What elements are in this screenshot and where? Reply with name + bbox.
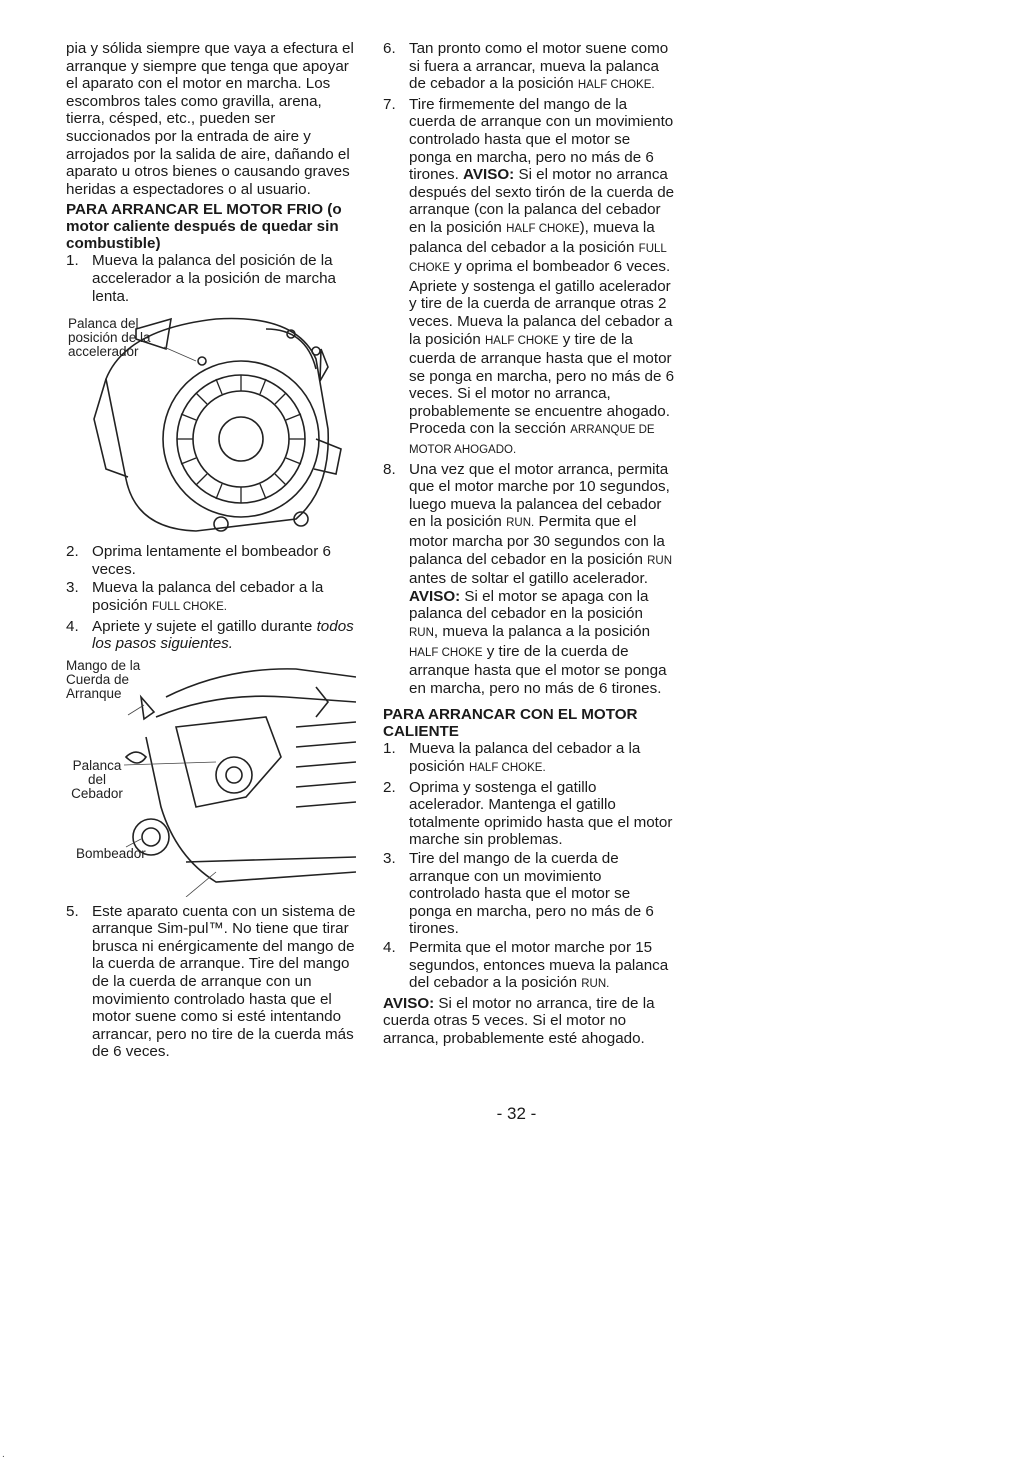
step-number: 8. — [383, 460, 396, 478]
step-text: , mueva la palanca a la posición — [433, 623, 651, 640]
step-number: 7. — [383, 95, 396, 113]
step-number: 2. — [66, 543, 79, 561]
step-text: Oprima y sostenga el gatillo acelerador. Mantenga el gatillo totalmente oprimido hasta que el motor marche sin problemas. — [409, 778, 673, 849]
step-number: 1. — [66, 252, 79, 270]
step-text: Si el motor no arranca después del sexto tirón de la cuerda de arranque (con la palanca del cebador en la posición — [409, 166, 675, 236]
list-item — [383, 939, 675, 994]
list-item — [66, 618, 356, 653]
step-text: antes de soltar el gatillo acelerador. — [409, 570, 648, 588]
step-number: 3. — [66, 579, 79, 597]
throttle-lever-figure — [66, 309, 356, 537]
step-text: Este aparato cuenta con un sistema de arranque Sim-pul™. No tiene que tirar brusca ni enérgicamente del mango de la cuerda de arranque. Tire del mango de la cuerda de arranque con un movimiento controlado hasta que el motor suene como si esté intentando arrancar, pero no tire de la cuerda más de 6 veces. — [92, 902, 356, 1061]
cold-start-steps-continued — [66, 543, 356, 653]
choke-position-label: HALF CHOKE — [409, 646, 483, 659]
step-text: ), mueva la palanca del cebador a la posición — [409, 218, 655, 256]
choke-position-label: FULL CHOKE. — [151, 600, 227, 613]
cold-start-steps — [66, 252, 356, 305]
choke-position-label: RUN. — [581, 978, 610, 991]
step-text: Tire firmemente del mango de la cuerda de arranque con un movimiento controlado hasta que el motor se ponga en marcha, pero no más de 6 tirones. — [409, 95, 674, 184]
cold-start-steps-final — [66, 903, 356, 1061]
step-text: Oprima lentamente el bombeador 6 veces. — [92, 543, 331, 578]
step-text: y oprima el bombeador 6 veces. Apriete y sostenga el gatillo acelerador y tire de la cuerda de arranque otras 2 veces. Mueva la palanca del cebador a la posición — [409, 258, 673, 348]
choke-lever-label: Palanca del Cebador — [71, 757, 123, 801]
choke-position-label: FULL CHOKE — [409, 242, 667, 275]
right-column — [383, 40, 675, 1047]
throttle-lever-label: Palanca del posición de la accelerador — [68, 316, 151, 360]
step-number: 4. — [66, 617, 79, 635]
starter-handle-label: Mango de la Cuerda de Arranque — [66, 657, 141, 701]
list-item — [66, 543, 356, 578]
primer-bulb-label: Bombeador — [76, 845, 146, 861]
list-item — [383, 850, 675, 938]
notice-label: AVISO: — [409, 587, 461, 605]
choke-position-label: RUN — [647, 554, 673, 567]
step-text: Tire del mango de la cuerda de arranque con un movimiento controlado hasta que el motor se ponga en marcha, pero no más de 6 tirones. — [409, 849, 654, 938]
list-item — [383, 461, 675, 698]
step-number: 1. — [383, 740, 396, 758]
choke-position-label: HALF CHOKE. — [577, 79, 655, 92]
page-number: - 32 - — [496, 1104, 537, 1123]
step-text: Mueva la palanca del cebador a la posición — [92, 579, 324, 614]
choke-position-label: HALF CHOKE — [506, 222, 580, 235]
scan-mark: . — [2, 1449, 5, 1460]
final-notice — [383, 995, 675, 1048]
list-item — [66, 579, 356, 616]
step-text: y tire de la cuerda de arranque hasta que el motor se ponga en marcha, pero no más de 6 tirones. — [409, 642, 667, 697]
list-item — [383, 96, 675, 460]
step-text: Tan pronto como el motor suene como si fuera a arrancar, mueva la palanca de cebador a la posición — [409, 40, 669, 93]
choke-position-label: RUN — [409, 627, 434, 639]
step-number: 4. — [383, 938, 396, 956]
left-column — [66, 40, 356, 1062]
warm-start-steps — [383, 740, 675, 993]
step-text: Permita que el motor marcha por 30 segundos con la palanca del cebador en la posición — [409, 513, 665, 568]
choke-position-label: HALF CHOKE — [484, 334, 559, 347]
step-number: 2. — [383, 778, 396, 796]
step-text: Permita que el motor marche por 15 segundos, entonces mueva la palanca del cebador a la posición — [409, 938, 669, 992]
list-item — [383, 740, 675, 777]
step-text: Mueva la palanca del posición de la accelerador a la posición de marcha lenta. — [92, 252, 336, 305]
step-number: 5. — [66, 902, 79, 920]
notice-text: Si el motor no arranca, tire de la cuerda otras 5 veces. Si el motor no arranca, probablemente esté ahogado. — [383, 994, 655, 1047]
step-text: Apriete y sujete el gatillo durante — [92, 617, 317, 635]
step-text: Una vez que el motor arranca, permita que el motor marche por 10 segundos, luego mueva la palancea del cebador en la posición — [409, 460, 670, 531]
intro-paragraph: pia y sólida siempre que vaya a efectura el arranque y siempre que tenga que apoyar el aparato con el motor en marcha. Los escombros tales como gravilla, arena, tierra, césped, etc., pueden ser succionados por la entrada de aire y arrojados por la salida de aire, dañando el aparato u otros bienes o causando graves heridas a espectadores o al usuario. — [66, 40, 354, 198]
choke-position-label: HALF CHOKE. — [468, 761, 546, 774]
choke-position-label: RUN. — [506, 517, 535, 530]
step-number: 6. — [383, 40, 396, 57]
list-item — [66, 252, 356, 305]
notice-label: AVISO: — [383, 994, 435, 1012]
starter-choke-primer-figure — [66, 657, 356, 897]
step-emphasis: todos los pasos siguientes. — [92, 617, 354, 653]
cold-start-heading: PARA ARRANCAR EL MOTOR FRIO (o motor caliente después de quedar sin combustible) — [66, 201, 342, 253]
notice-label: AVISO: — [463, 166, 515, 184]
list-item — [66, 903, 356, 1061]
list-item — [383, 40, 675, 95]
step-text: y tire de la cuerda de arranque hasta que el motor se ponga en marcha, pero no más de 6 veces. Si el motor no arranca, probablemente se encuentre ahogado. Proceda con la sección — [409, 330, 675, 438]
step-text: Si el motor se apaga con la palanca del cebador en la posición — [409, 587, 649, 623]
list-item — [383, 779, 675, 849]
cold-start-steps-right — [383, 40, 675, 697]
warm-start-heading: PARA ARRANCAR CON EL MOTOR CALIENTE — [383, 706, 638, 741]
step-text: Mueva la palanca del cebador a la posición — [409, 740, 641, 775]
step-number: 3. — [383, 849, 396, 867]
section-reference: ARRANQUE DE MOTOR AHOGADO. — [409, 424, 655, 457]
